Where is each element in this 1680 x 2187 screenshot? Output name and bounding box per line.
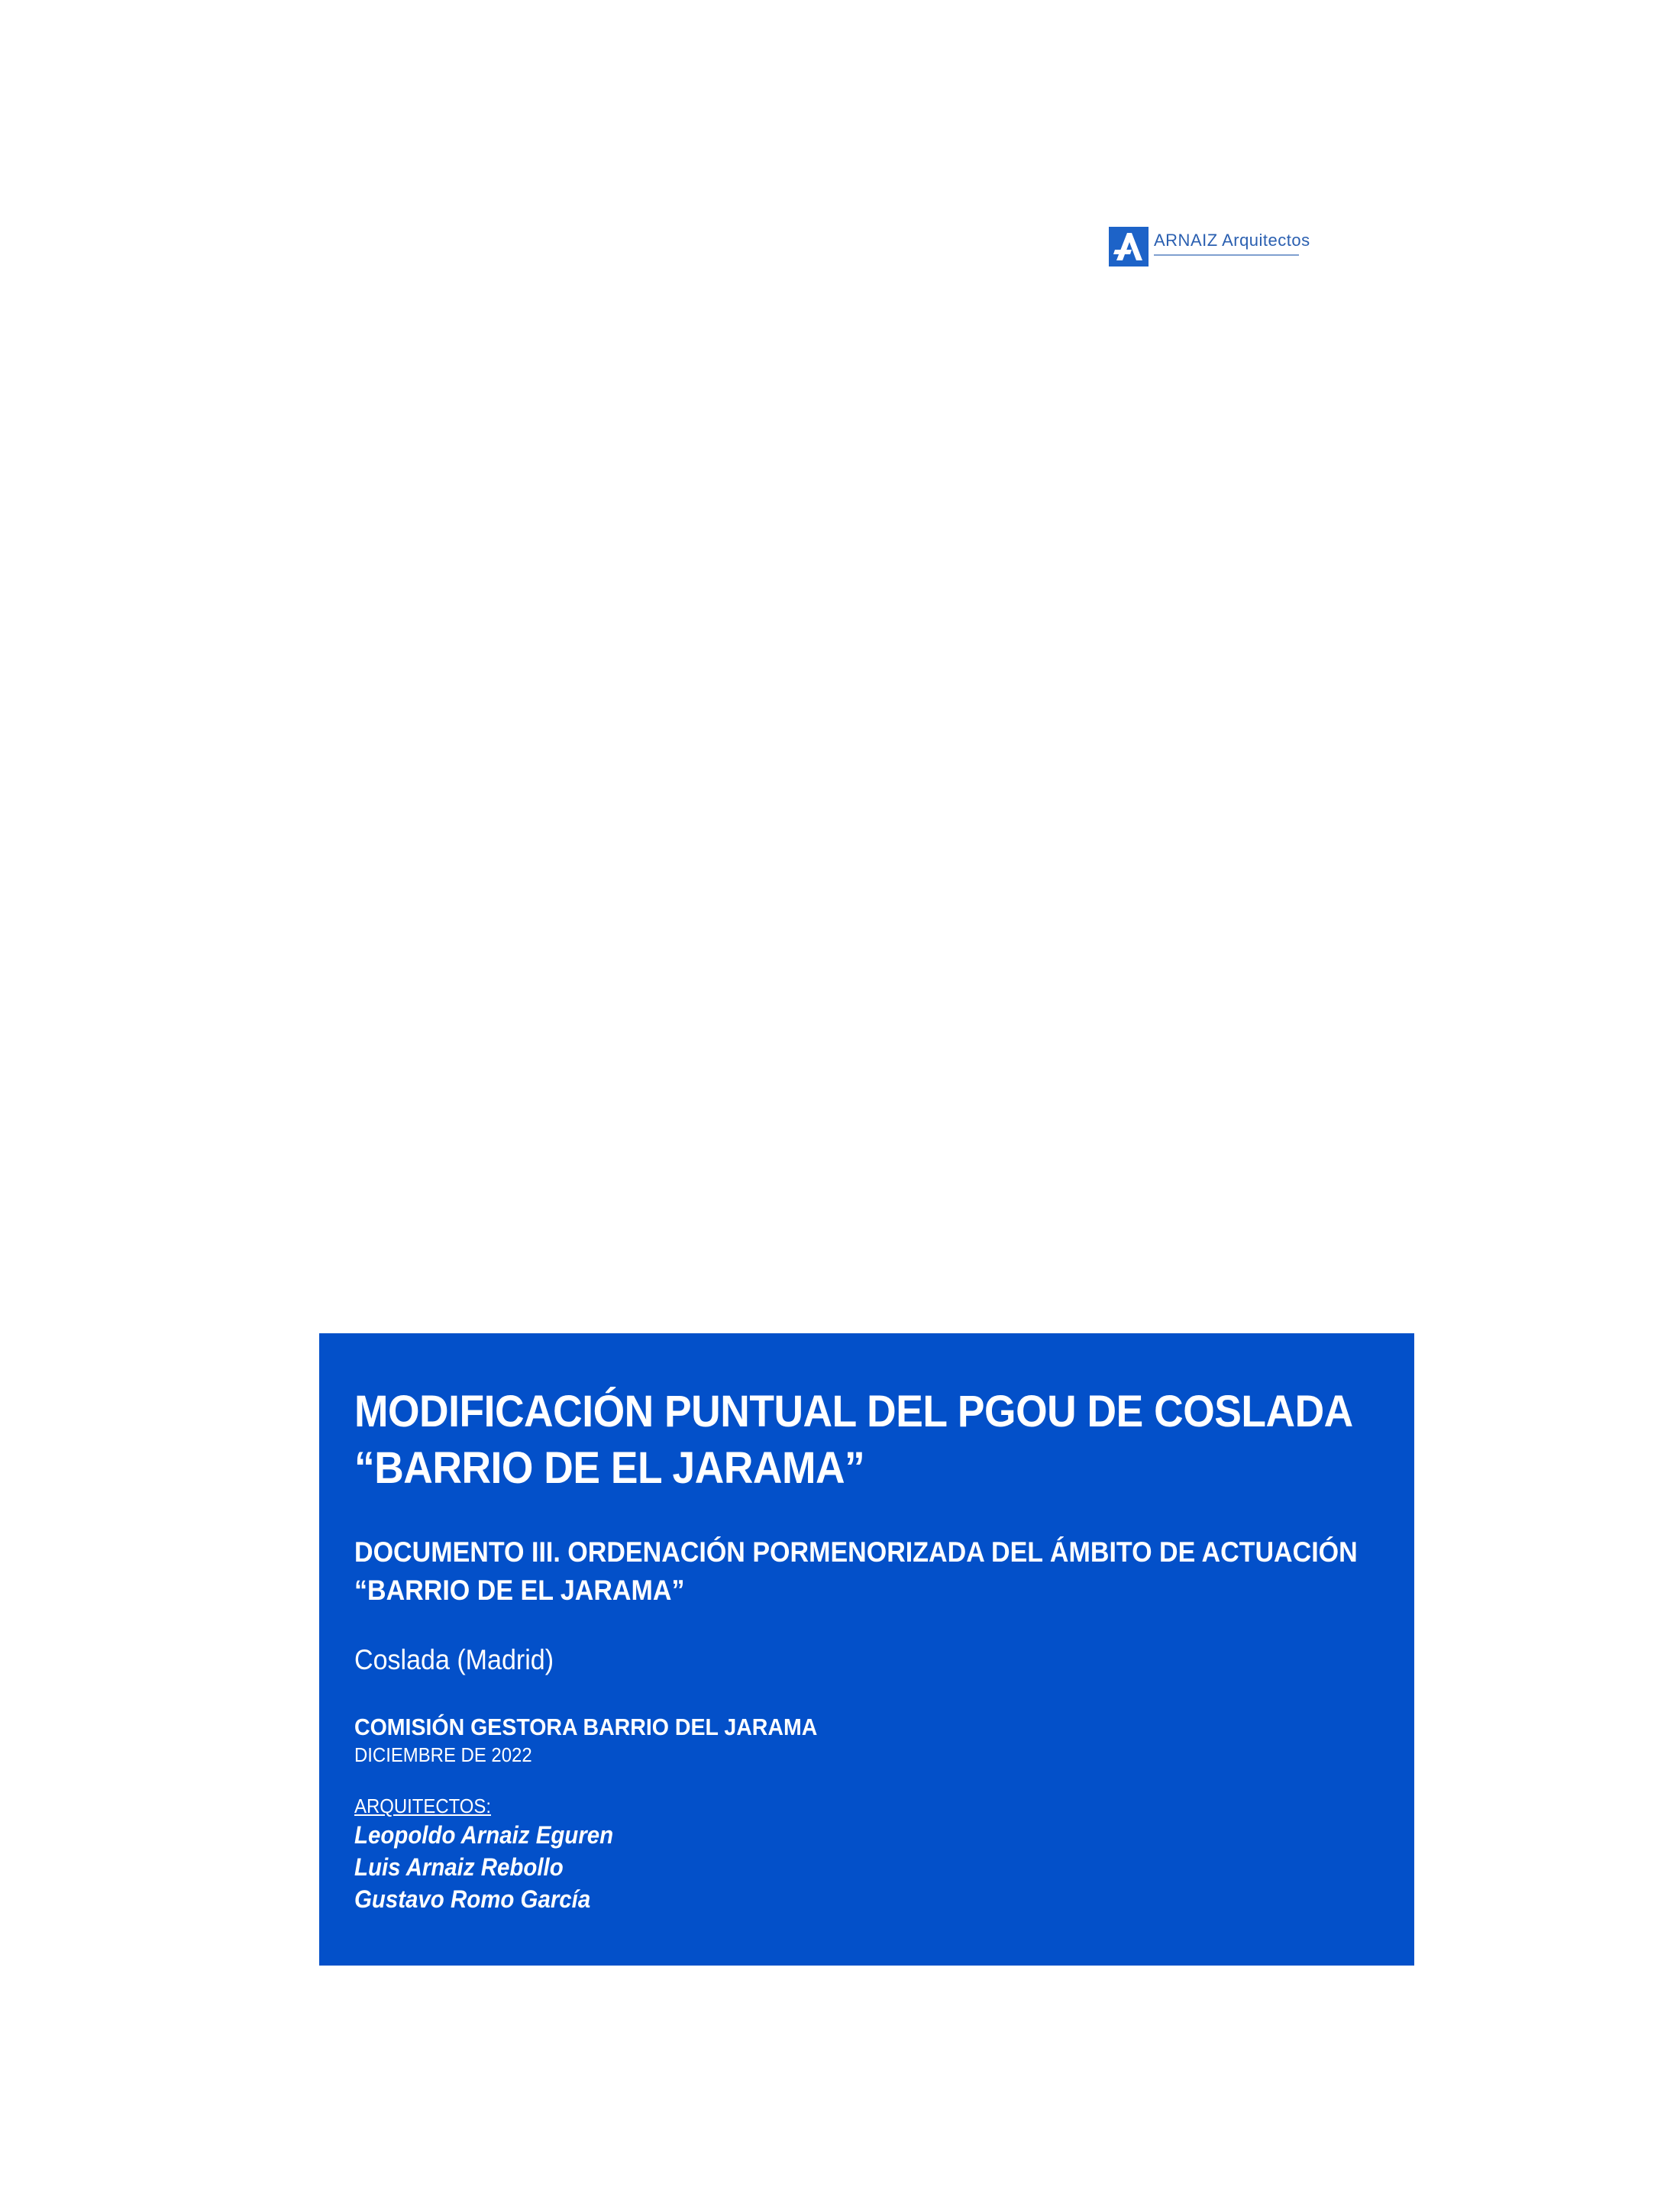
architects-list bbox=[354, 1819, 1308, 1915]
architect-name: Luis Arnaiz Rebollo bbox=[354, 1853, 564, 1881]
document-subtitle-line: “BARRIO DE EL JARAMA” bbox=[354, 1575, 685, 1606]
arnaiz-logo-mark-icon bbox=[1109, 227, 1149, 267]
location-text: Coslada (Madrid) bbox=[354, 1644, 554, 1675]
logo-underline bbox=[1154, 254, 1299, 256]
logo-wordmark: ARNAIZ Arquitectos bbox=[1154, 231, 1310, 250]
document-date: DICIEMBRE DE 2022 bbox=[354, 1743, 532, 1766]
document-title-line: “BARRIO DE EL JARAMA” bbox=[354, 1443, 865, 1493]
document-subtitle-line: DOCUMENTO III. ORDENACIÓN PORMENORIZADA DEL ÁMBITO DE ACTUACIÓN bbox=[354, 1536, 1358, 1568]
company-logo bbox=[1109, 227, 1310, 268]
commission-name: COMISIÓN GESTORA BARRIO DEL JARAMA bbox=[354, 1714, 818, 1740]
document-title bbox=[354, 1384, 1353, 1497]
document-title-line: MODIFICACIÓN PUNTUAL DEL PGOU DE COSLADA bbox=[354, 1387, 1353, 1436]
architect-name: Leopoldo Arnaiz Eguren bbox=[354, 1821, 614, 1849]
architects-heading: ARQUITECTOS: bbox=[354, 1795, 491, 1817]
document-subtitle bbox=[354, 1533, 1358, 1610]
cover-panel bbox=[319, 1333, 1414, 1966]
architect-name: Gustavo Romo García bbox=[354, 1885, 591, 1913]
